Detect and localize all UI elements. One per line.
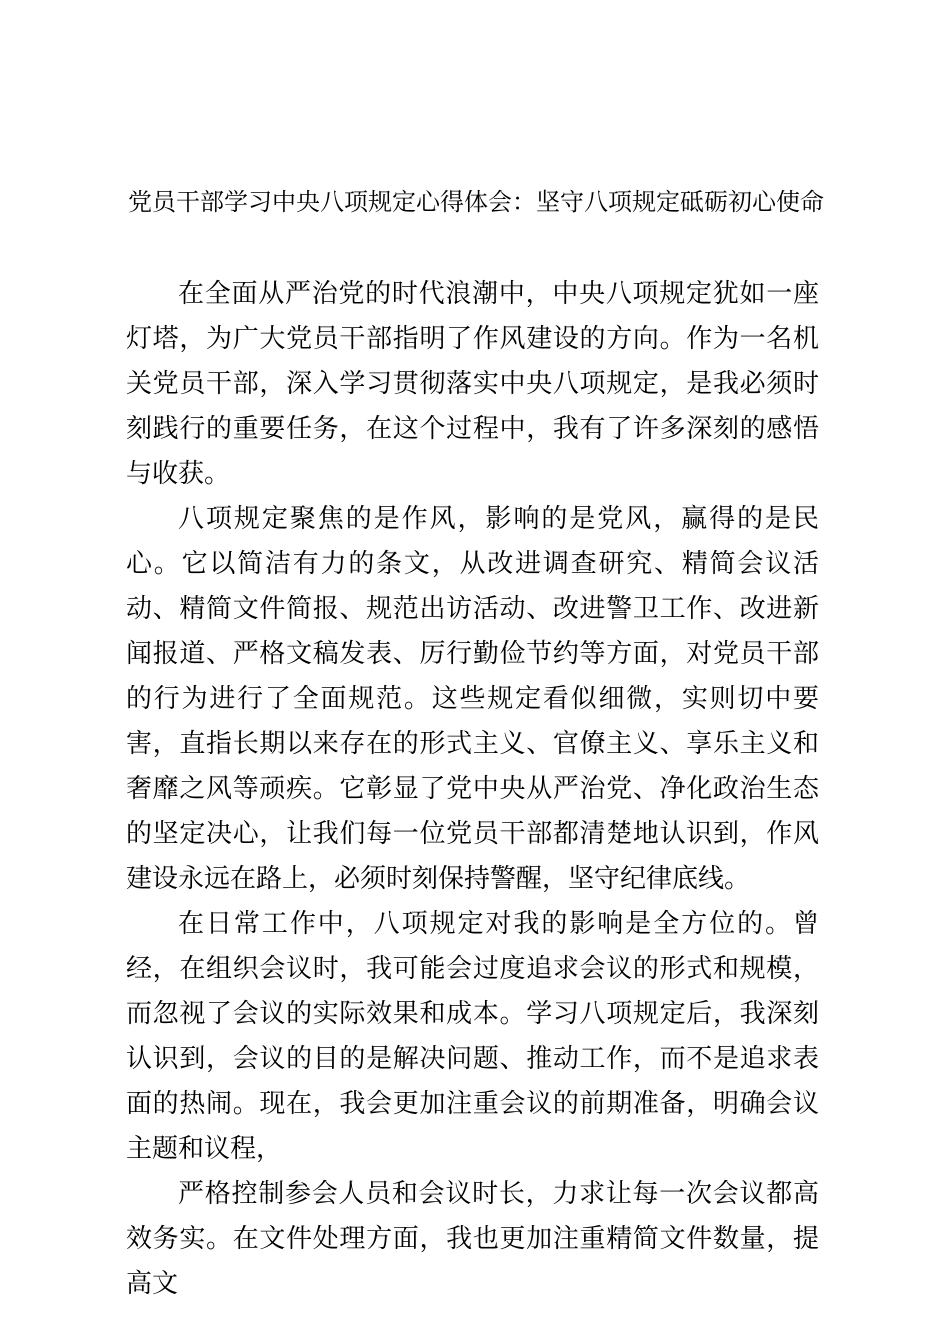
paragraph-3: 在日常工作中，八项规定对我的影响是全方位的。曾经，在组织会议时，我可能会过度追求会议的形式和规模，而忽视了会议的实际效果和成本。学习八项规定后，我深刻认识到，会议的目的是解决问题、推动工作，而不是追求表面的热闹。现在，我会更加注重会议的前期准备，明确会议主题和议程， bbox=[126, 909, 819, 1164]
document-body bbox=[126, 272, 819, 1307]
paragraph-1: 在全面从严治党的时代浪潮中，中央八项规定犹如一座灯塔，为广大党员干部指明了作风建设的方向。作为一名机关党员干部，深入学习贯彻落实中央八项规定，是我必须时刻践行的重要任务，在这个过程中，我有了许多深刻的感悟与收获。 bbox=[126, 279, 819, 489]
paragraph-4: 严格控制参会人员和会议时长，力求让每一次会议都高效务实。在文件处理方面，我也更加注重精简文件数量，提高文 bbox=[126, 1179, 819, 1299]
document-title: 党员干部学习中央八项规定心得体会：坚守八项规定砥砺初心使命 bbox=[128, 188, 824, 216]
paragraph-2: 八项规定聚焦的是作风，影响的是党风，赢得的是民心。它以简洁有力的条文，从改进调查研究、精简会议活动、精简文件简报、规范出访活动、改进警卫工作、改进新闻报道、严格文稿发表、厉行勤俭节约等方面，对党员干部的行为进行了全面规范。这些规定看似细微，实则切中要害，直指长期以来存在的形式主义、官僚主义、享乐主义和奢靡之风等顽疾。它彰显了党中央从严治党、净化政治生态的坚定决心，让我们每一位党员干部都清楚地认识到，作风建设永远在路上，必须时刻保持警醒，坚守纪律底线。 bbox=[126, 504, 819, 894]
